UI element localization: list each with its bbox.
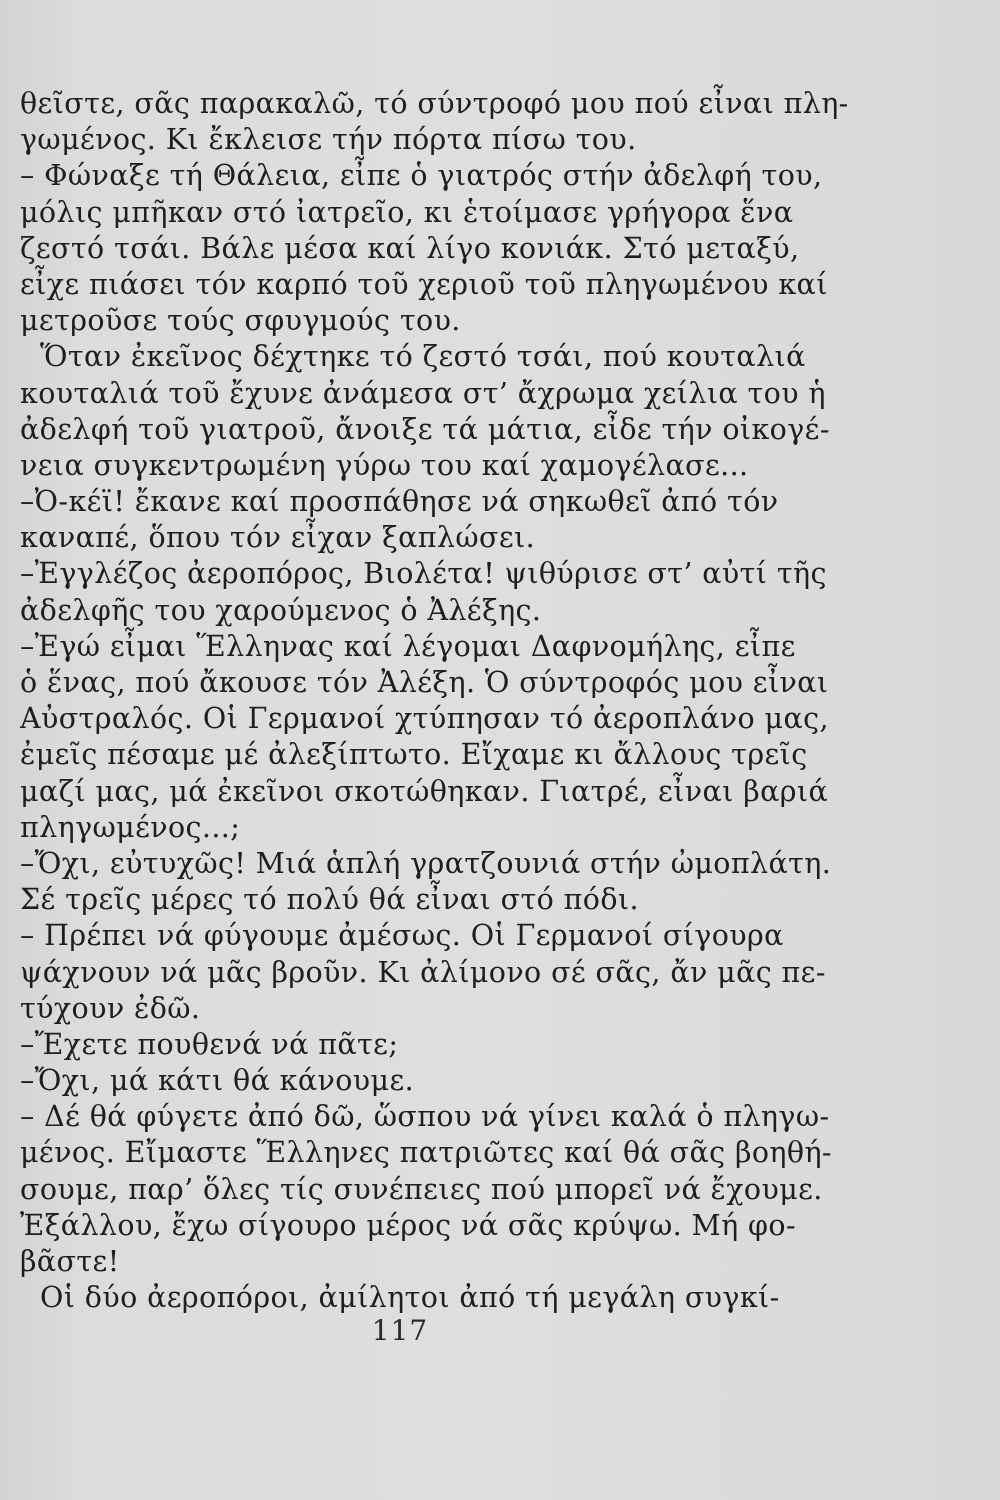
text-line: καναπέ, ὅπου τόν εἶχαν ξαπλώσει. <box>20 521 536 555</box>
page-number: 117 <box>371 1314 429 1347</box>
text-line: – Πρέπει νά φύγουμε ἀμέσως. Οἱ Γερμανοί σίγουρα <box>20 919 784 953</box>
text-line: εἶχε πιάσει τόν καρπό τοῦ χεριοῦ τοῦ πληγωμένου καί <box>20 267 828 301</box>
text-line: κουταλιά τοῦ ἔχυνε ἀνάμεσα στ’ ἄχρωμα χείλια του ἡ <box>20 376 826 410</box>
text-line: –Ὀ-κέϊ! ἔκανε καί προσπάθησε νά σηκωθεῖ ἀπό τόν <box>20 485 779 519</box>
text-line: πληγωμένος...; <box>20 810 241 844</box>
text-line: θεῖστε, σᾶς παρακαλῶ, τό σύντροφό μου πού εἶναι πλη- <box>20 87 849 120</box>
page-text <box>20 86 849 1316</box>
text-line: ἐμεῖς πέσαμε μέ ἀλεξίπτωτο. Εἴχαμε κι ἄλλους τρεῖς <box>20 738 808 772</box>
text-line: νεια συγκεντρωμένη γύρω του καί χαμογέλασε... <box>20 448 749 482</box>
text-line: ἀδελφῆς του χαρούμενος ὁ Ἀλέξης. <box>20 593 542 627</box>
text-line: Ἐξάλλου, ἔχω σίγουρο μέρος νά σᾶς κρύψω. Μή φο- <box>20 1208 796 1242</box>
text-line: ψάχνουν νά μᾶς βροῦν. Κι ἀλίμονο σέ σᾶς, ἄν μᾶς πε- <box>20 955 826 989</box>
text-line: –Ὄχι, εὐτυχῶς! Μιά ἁπλή γρατζουνιά στήν ὠμοπλάτη. <box>20 846 832 880</box>
text-line: γωμένος. Κι ἔκλεισε τήν πόρτα πίσω του. <box>20 123 637 157</box>
text-line: βᾶστε! <box>20 1245 120 1278</box>
text-line: μαζί μας, μά ἐκεῖνοι σκοτώθηκαν. Γιατρέ, εἶναι βαριά <box>20 774 829 808</box>
text-line: –Ὄχι, μά κάτι θά κάνουμε. <box>20 1064 415 1098</box>
text-line: μένος. Εἴμαστε Ἕλληνες πατριῶτες καί θά σᾶς βοηθή- <box>20 1136 832 1170</box>
text-line: Αὐστραλός. Οἱ Γερμανοί χτύπησαν τό ἀεροπλάνο μας, <box>20 702 829 736</box>
text-line: –Ἔχετε πουθενά νά πᾶτε; <box>20 1027 399 1061</box>
text-line: μόλις μπῆκαν στό ἰατρεῖο, κι ἑτοίμασε γρήγορα ἕνα <box>20 195 794 229</box>
text-line: – Δέ θά φύγετε ἀπό δῶ, ὥσπου νά γίνει καλά ὁ πληγω- <box>20 1100 830 1134</box>
text-line: σουμε, παρ’ ὅλες τίς συνέπειες πού μπορεῖ νά ἔχουμε. <box>20 1172 823 1206</box>
text-line: Ὅταν ἐκεῖνος δέχτηκε τό ζεστό τσάι, πού κουταλιά <box>40 340 806 374</box>
text-line: ζεστό τσάι. Βάλε μέσα καί λίγο κονιάκ. Στό μεταξύ, <box>20 231 800 265</box>
text-line: τύχουν ἐδῶ. <box>20 991 201 1025</box>
text-line: Σέ τρεῖς μέρες τό πολύ θά εἶναι στό πόδι. <box>20 883 639 917</box>
text-line: ὁ ἕνας, πού ἄκουσε τόν Ἀλέξη. Ὁ σύντροφός μου εἶναι <box>20 666 829 699</box>
text-line: –Ἐγγλέζος ἀεροπόρος, Βιολέτα! ψιθύρισε στ’ αὐτί τῆς <box>20 557 827 591</box>
text-line: μετροῦσε τούς σφυγμούς του. <box>20 304 461 338</box>
text-line: –Ἐγώ εἶμαι Ἕλληνας καί λέγομαι Δαφνομήλης, εἶπε <box>20 629 796 663</box>
text-line: ἀδελφή τοῦ γιατροῦ, ἄνοιξε τά μάτια, εἶδε τήν οἰκογέ- <box>20 412 830 446</box>
text-line: – Φώναξε τή Θάλεια, εἶπε ὁ γιατρός στήν ἀδελφή του, <box>20 159 823 193</box>
text-line: Οἱ δύο ἀεροπόροι, ἀμίλητοι ἀπό τή μεγάλη συγκί- <box>40 1281 780 1315</box>
